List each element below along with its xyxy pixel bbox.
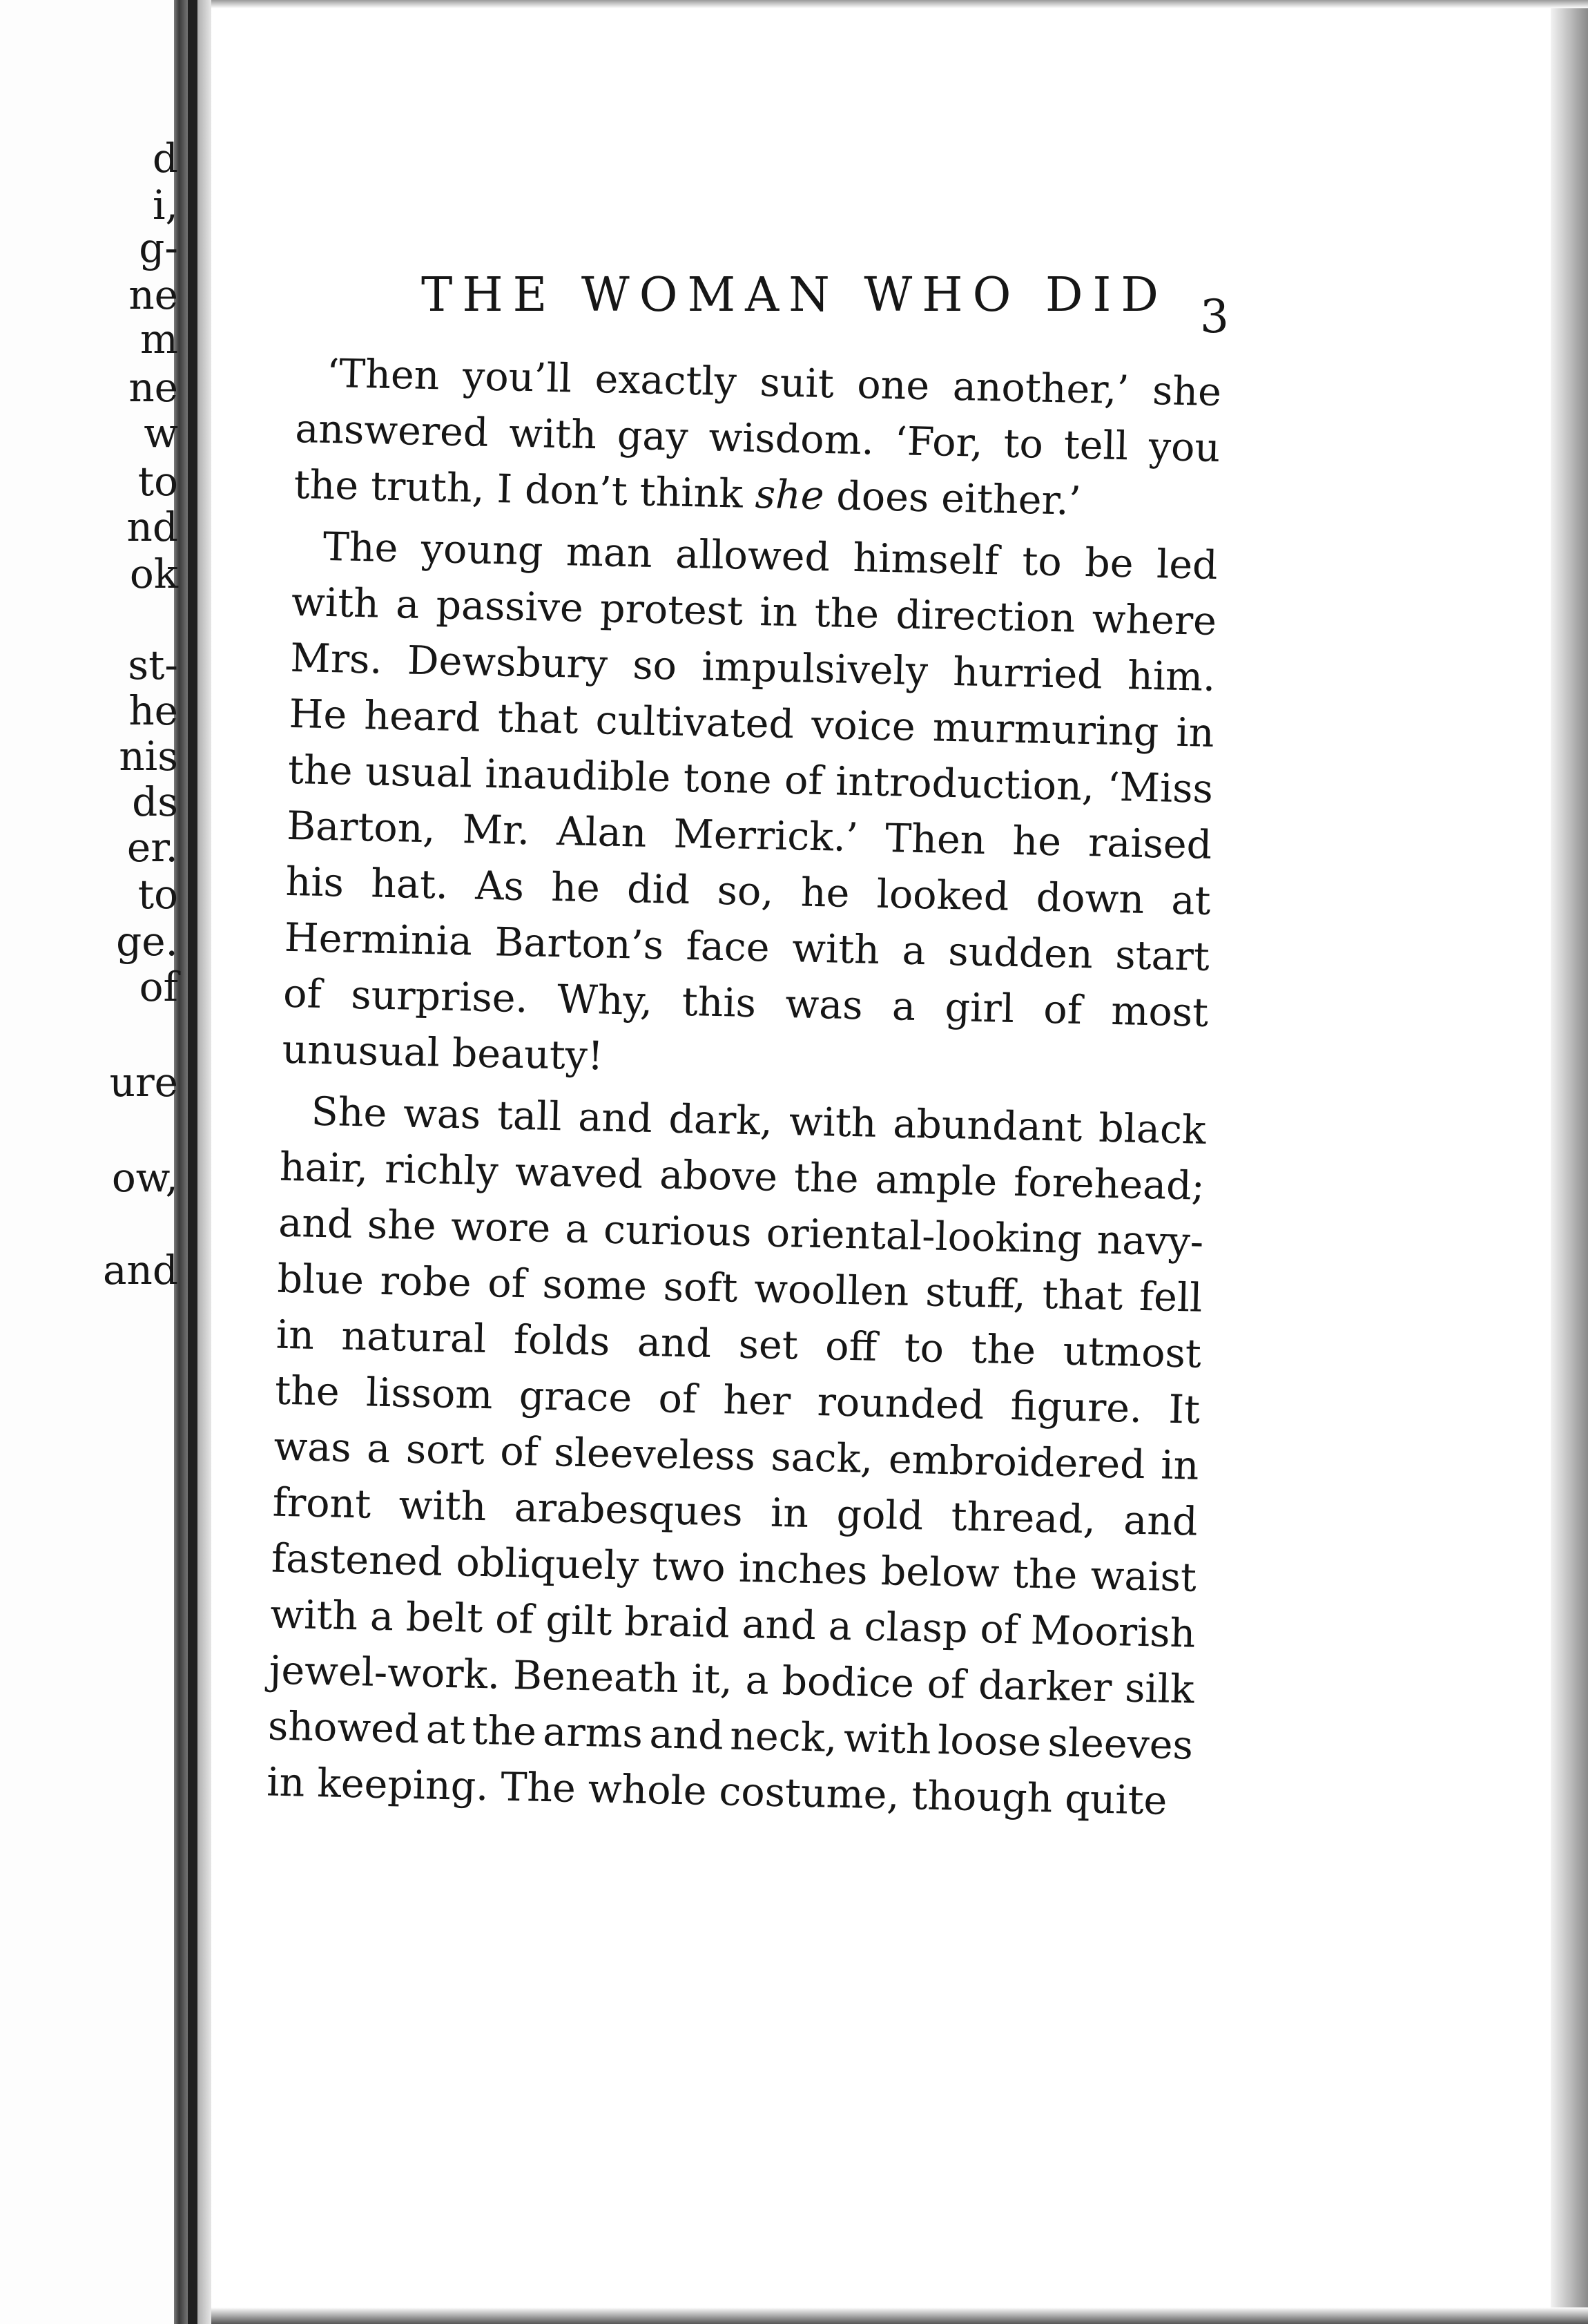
left-page-line-fragment: ds [132,778,178,825]
text-line: front with arabesques in gold thread, and [272,1479,1199,1545]
page-bottom-edge [211,2307,1588,2324]
left-page-line-fragment: er. [126,824,178,871]
text-line: answered with gay wisdom. ‘For, to tell you [294,405,1221,472]
running-head: THE WOMAN WHO DID [421,268,1168,323]
text-line: in natural folds and set off to the utmost [275,1312,1202,1377]
text-line: the usual inaudible tone of introduction, ‘Miss [287,747,1214,812]
text-line: the truth, I don’t think she does either.’ [293,461,1082,524]
left-page-line-fragment: to [137,871,178,918]
left-page-line-fragment: ow, [111,1154,178,1201]
left-page-line-fragment: nd [126,503,178,550]
left-page-line-fragment: to [137,458,178,505]
text-line: Barton, Mr. Alan Merrick.’ Then he raised [286,803,1212,868]
left-page-line-fragment: ure [109,1059,178,1106]
text-line: He heard that cultivated voice murmuring in [289,691,1215,756]
left-page-line-fragment: ok [129,550,178,597]
left-page-line-fragment: i, [153,182,178,229]
paragraph [293,345,1222,532]
left-page-line-fragment: and [102,1247,178,1294]
body-text [267,345,1222,1830]
paragraph [282,519,1219,1097]
text-line: blue robe of some soft woollen stuff, that fell [276,1256,1203,1321]
text-line: The young man allowed himself to be led [322,524,1219,588]
text-line: showed at the arms and neck, with loose sleeves [267,1703,1194,1769]
left-page-line-fragment: nis [119,733,178,780]
text-line: She was tall and dark, with abundant black [311,1088,1207,1153]
page-edge [1551,0,1588,2324]
text-line: Herminia Barton’s face with a sudden start [284,914,1210,980]
left-page-line-fragment: he [128,687,178,734]
text-line: of surprise. Why, this was a girl of most [282,970,1209,1036]
text-line: fastened obliquely two inches below the waist [271,1535,1197,1601]
page-number: 3 [1200,290,1229,343]
text-line: unusual beauty! [281,1026,604,1079]
text-line: with a passive protest in the direction where [291,579,1217,644]
left-page-line-fragment: w [144,410,178,457]
left-page-line-fragment: m [140,316,178,363]
text-line: was a sort of sleeveless sack, embroidered in [273,1423,1199,1489]
page-top-edge [211,0,1588,8]
text-line: hair, richly waved above the ample forehead; [279,1144,1205,1209]
text-line: Mrs. Dewsbury so impulsively hurried him. [289,635,1216,700]
text-line: jewel-work. Beneath it, a bodice of darker silk [269,1647,1195,1713]
left-page-line-fragment: ne [128,271,178,318]
text-line: with a belt of gilt braid and a clasp of Moorish [269,1591,1196,1657]
text-line: his hat. As he did so, he looked down at [285,858,1212,924]
left-page-line-fragment: ge. [116,918,178,965]
text-line: the lissom grace of her rounded figure. It [274,1367,1201,1433]
left-page-line-fragment: ne [128,364,178,411]
text-line: and she wore a curious oriental-looking navy- [278,1200,1204,1265]
left-page-line-fragment: of [139,963,178,1010]
text-line: in keeping. The whole costume, though quite [266,1759,1168,1824]
left-page-line-fragment: g- [139,224,178,271]
book-gutter-shadow [188,0,197,2324]
left-page-line-fragment: st- [128,642,178,689]
left-page-line-fragment: d [152,135,178,182]
text-line: ‘Then you’ll exactly suit one another,’ she [326,350,1222,416]
paragraph [267,1084,1207,1830]
